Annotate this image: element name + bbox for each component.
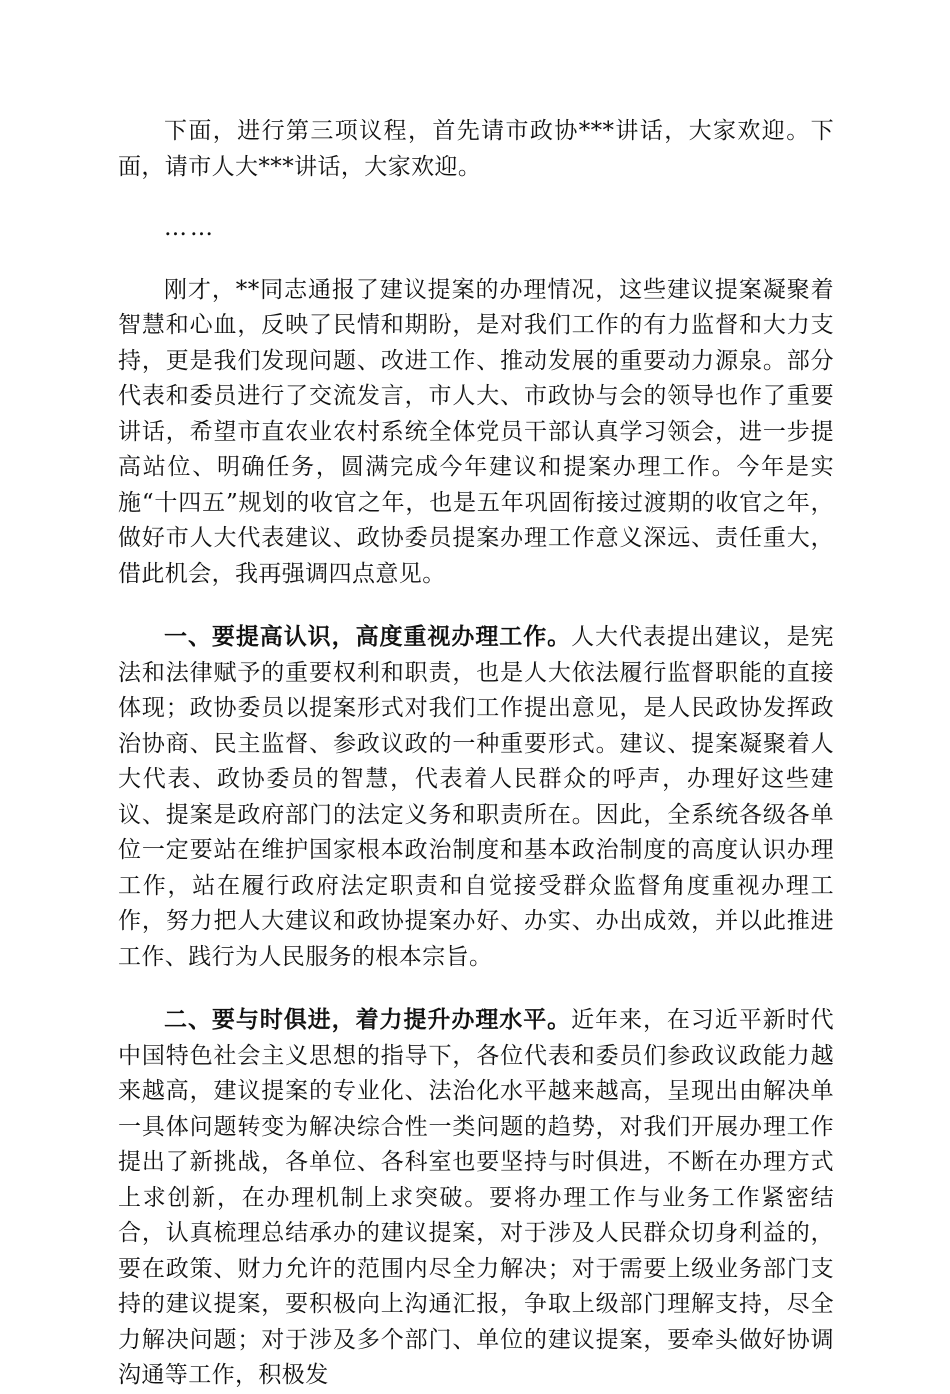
point-two-heading: 二、要与时俱进，着力提升办理水平。 <box>164 1006 572 1033</box>
document-page <box>118 114 834 1394</box>
paragraph-agenda <box>118 114 834 185</box>
paragraph-summary <box>118 273 834 593</box>
point-one-heading: 一、要提高认识，高度重视办理工作。 <box>164 623 572 650</box>
paragraph-agenda-text: 下面，进行第三项议程，首先请市政协***讲话，大家欢迎。下面，请市人大***讲话，大家欢迎。 <box>118 118 834 180</box>
point-two-body: 近年来，在习近平新时代中国特色社会主义思想的指导下，各位代表和委员们参政议政能力越来越高，建议提案的专业化、法治化水平越来越高，呈现出由解决单一具体问题转变为解决综合性一类问题的趋势，对我们开展办理工作提出了新挑战，各单位、各科室也要坚持与时俱进，不断在办理方式上求创新，在办理机制上求突破。要将办理工作与业务工作紧密结合，认真梳理总结承办的建议提案，对于涉及人民群众切身利益的，要在政策、财力允许的范围内尽全力解决；对于需要上级业务部门支持的建议提案，要积极向上沟通汇报，争取上级部门理解支持，尽全力解决问题；对于涉及多个部门、单位的建议提案，要牵头做好协调沟通等工作，积极发 <box>118 1007 834 1388</box>
ellipsis-text: …… <box>164 215 216 241</box>
paragraph-point-one <box>118 619 834 975</box>
point-one-body: 人大代表提出建议，是宪法和法律赋予的重要权利和职责，也是人大依法履行监督职能的直接体现；政协委员以提案形式对我们工作提出意见，是人民政协发挥政治协商、民主监督、参政议政的一种重要形式。建议、提案凝聚着人大代表、政协委员的智慧，代表着人民群众的呼声，办理好这些建议、提案是政府部门的法定义务和职责所在。因此，全系统各级各单位一定要站在维护国家根本政治制度和基本政治制度的高度认识办理工作，站在履行政府法定职责和自觉接受群众监督角度重视办理工作，努力把人大建议和政协提案办好、办实、办出成效，并以此推进工作、践行为人民服务的根本宗旨。 <box>118 624 834 970</box>
paragraph-summary-text: 刚才，**同志通报了建议提案的办理情况，这些建议提案凝聚着智慧和心血，反映了民情和期盼，是对我们工作的有力监督和大力支持，更是我们发现问题、改进工作、推动发展的重要动力源泉。部分代表和委员进行了交流发言，市人大、市政协与会的领导也作了重要讲话，希望市直农业农村系统全体党员干部认真学习领会，进一步提高站位、明确任务，圆满完成今年建议和提案办理工作。今年是实施“十四五”规划的收官之年，也是五年巩固衔接过渡期的收官之年，做好市人大代表建议、政协委员提案办理工作意义深远、责任重大，借此机会，我再强调四点意见。 <box>118 276 834 587</box>
paragraph-ellipsis <box>118 211 834 247</box>
paragraph-point-two <box>118 1002 834 1394</box>
